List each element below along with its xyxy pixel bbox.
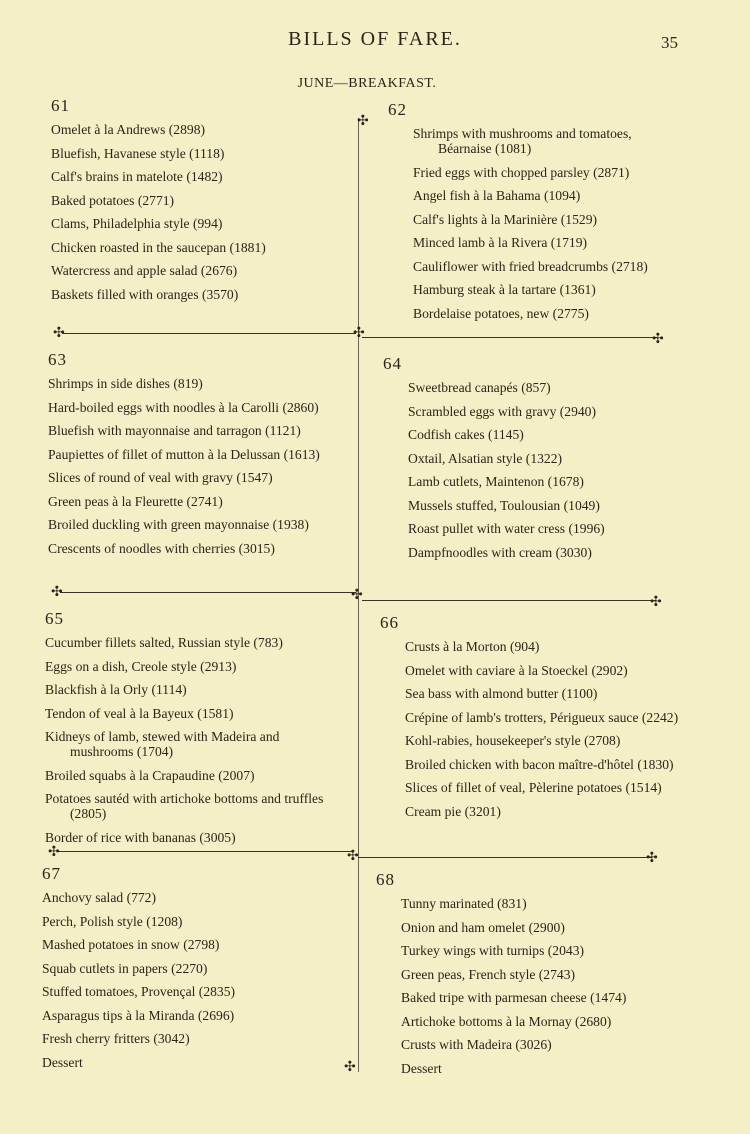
row-divider-1-right xyxy=(362,337,658,338)
menu-item: Sea bass with almond butter (1100) xyxy=(405,686,598,701)
menu-item: Cucumber fillets salted, Russian style (783) xyxy=(45,635,283,650)
menu-item: Cauliflower with fried breadcrumbs (2718) xyxy=(413,258,648,274)
menu-item-list xyxy=(380,639,680,819)
row-divider-1-left xyxy=(62,333,356,334)
menu-item: Paupiettes of fillet of mutton à la Delussan (1613) xyxy=(48,446,320,462)
menu-item-list xyxy=(376,896,676,1076)
menu-item: Dessert xyxy=(401,1060,442,1076)
menu-item: Bordelaise potatoes, new (2775) xyxy=(413,305,589,321)
menu-item: Slices of fillet of veal, Pèlerine potatoes (1514) xyxy=(405,780,662,795)
cross-ornament-icon: ✣ xyxy=(344,1059,356,1075)
menu-item: Artichoke bottoms à la Mornay (2680) xyxy=(401,1013,612,1029)
cross-ornament-icon: ✣ xyxy=(650,594,662,610)
cross-ornament-icon: ✣ xyxy=(353,325,365,341)
menu-number: 63 xyxy=(48,350,67,369)
menu-item: Minced lamb à la Rivera (1719) xyxy=(413,235,588,250)
cross-ornament-icon: ✣ xyxy=(48,844,60,860)
menu-item: Perch, Polish style (1208) xyxy=(42,913,183,929)
cross-ornament-icon: ✣ xyxy=(652,331,664,347)
menu-item: Codfish cakes (1145) xyxy=(408,427,524,442)
menu-item-list xyxy=(51,122,346,302)
menu-item: Mashed potatoes in snow (2798) xyxy=(42,937,220,952)
menu-item: Baked potatoes (2771) xyxy=(51,192,175,208)
section-subtitle: JUNE—BREAKFAST. xyxy=(297,76,437,91)
menu-item: Eggs on a dish, Creole style (2913) xyxy=(45,658,237,674)
menu-68 xyxy=(376,870,676,1084)
menu-item-list xyxy=(48,376,343,556)
menu-item: Sweetbread canapés (857) xyxy=(408,380,551,395)
menu-item: Hamburg steak à la tartare (1361) xyxy=(413,282,596,297)
menu-item: Fresh cherry fritters (3042) xyxy=(42,1031,190,1046)
menu-item: Green peas, French style (2743) xyxy=(401,966,576,982)
menu-item: Turkey wings with turnips (2043) xyxy=(401,943,585,958)
menu-item: Crépine of lamb's trotters, Périgueux sauce (2242) xyxy=(405,709,679,725)
menu-item: Chicken roasted in the saucepan (1881) xyxy=(51,239,266,255)
menu-item: Clams, Philadelphia style (994) xyxy=(51,216,223,231)
menu-item-list xyxy=(388,126,683,321)
menu-item: Crusts à la Morton (904) xyxy=(405,639,540,654)
menu-64 xyxy=(383,354,678,568)
menu-63 xyxy=(48,350,343,564)
menu-item: Hard-boiled eggs with noodles à la Carolli (2860) xyxy=(48,399,319,415)
cross-ornament-icon: ✣ xyxy=(646,850,658,866)
menu-number: 64 xyxy=(383,354,402,373)
menu-item: Watercress and apple salad (2676) xyxy=(51,263,238,278)
menu-item: Omelet à la Andrews (2898) xyxy=(51,122,206,137)
menu-number: 62 xyxy=(388,100,407,119)
running-header-title: BILLS OF FARE. xyxy=(288,28,462,50)
menu-item: Asparagus tips à la Miranda (2696) xyxy=(42,1007,235,1023)
cross-ornament-icon: ✣ xyxy=(53,325,65,341)
menu-item: Stuffed tomatoes, Provençal (2835) xyxy=(42,984,236,999)
page-number: 35 xyxy=(661,33,678,52)
menu-item: Omelet with caviare à la Stoeckel (2902) xyxy=(405,662,628,678)
menu-item: Cream pie (3201) xyxy=(405,803,501,819)
menu-item: Angel fish à la Bahama (1094) xyxy=(413,188,581,203)
row-divider-2-left xyxy=(60,592,356,593)
menu-number: 65 xyxy=(45,609,64,628)
menu-item: Bluefish, Havanese style (1118) xyxy=(51,145,225,161)
menu-item: Calf's brains in matelote (1482) xyxy=(51,169,223,184)
menu-item: Mussels stuffed, Toulousian (1049) xyxy=(408,497,600,513)
menu-item: Bluefish with mayonnaise and tarragon (1121) xyxy=(48,423,301,438)
menu-67 xyxy=(42,864,337,1078)
menu-item: Anchovy salad (772) xyxy=(42,890,157,905)
menu-number: 66 xyxy=(380,613,399,632)
menu-item: Squab cutlets in papers (2270) xyxy=(42,960,208,976)
menu-item: Tendon of veal à la Bayeux (1581) xyxy=(45,705,234,721)
menu-item: Dampfnoodles with cream (3030) xyxy=(408,544,592,560)
menu-item: Crusts with Madeira (3026) xyxy=(401,1037,552,1052)
cross-ornament-icon: ✣ xyxy=(351,587,363,603)
menu-item: Potatoes sautéd with artichoke bottoms and truffles (2805) xyxy=(45,791,324,821)
menu-number: 61 xyxy=(51,96,70,115)
menu-item: Broiled squabs à la Crapaudine (2007) xyxy=(45,767,255,783)
menu-65 xyxy=(45,609,340,853)
menu-item: Onion and ham omelet (2900) xyxy=(401,919,565,935)
menu-item: Calf's lights à la Marinière (1529) xyxy=(413,211,598,227)
menu-item: Lamb cutlets, Maintenon (1678) xyxy=(408,474,584,489)
cross-ornament-icon: ✣ xyxy=(357,113,369,129)
menu-item: Green peas à la Fleurette (2741) xyxy=(48,493,223,509)
menu-item: Crescents of noodles with cherries (3015) xyxy=(48,540,275,556)
menu-item: Slices of round of veal with gravy (1547) xyxy=(48,470,273,485)
menu-item-list xyxy=(42,890,337,1070)
menu-item: Kohl-rabies, housekeeper's style (2708) xyxy=(405,733,621,748)
menu-item: Shrimps with mushrooms and tomatoes, Béarnaise (1081) xyxy=(413,126,632,156)
cross-ornament-icon: ✣ xyxy=(347,848,359,864)
menu-item: Broiled duckling with green mayonnaise (1938) xyxy=(48,517,309,532)
menu-66 xyxy=(380,613,680,827)
menu-item: Fried eggs with chopped parsley (2871) xyxy=(413,164,630,180)
menu-item: Kidneys of lamb, stewed with Madeira and mushrooms (1704) xyxy=(45,729,280,759)
menu-item-list xyxy=(45,635,340,845)
menu-item: Baked tripe with parmesan cheese (1474) xyxy=(401,990,627,1005)
menu-item: Shrimps in side dishes (819) xyxy=(48,376,203,391)
menu-item-list xyxy=(383,380,678,560)
cross-ornament-icon: ✣ xyxy=(51,584,63,600)
menu-62 xyxy=(388,100,683,329)
menu-item: Oxtail, Alsatian style (1322) xyxy=(408,450,563,466)
menu-number: 67 xyxy=(42,864,61,883)
menu-item: Tunny marinated (831) xyxy=(401,896,527,911)
row-divider-2-right xyxy=(362,600,656,601)
menu-item: Scrambled eggs with gravy (2940) xyxy=(408,403,597,419)
menu-item: Border of rice with bananas (3005) xyxy=(45,829,236,845)
menu-61 xyxy=(51,96,346,310)
menu-item: Baskets filled with oranges (3570) xyxy=(51,286,239,302)
menu-item: Broiled chicken with bacon maître-d'hôtel (1830) xyxy=(405,756,674,772)
menu-number: 68 xyxy=(376,870,395,889)
row-divider-3-left xyxy=(57,851,353,852)
menu-item: Dessert xyxy=(42,1054,83,1070)
row-divider-3-right xyxy=(358,857,652,858)
menu-item: Roast pullet with water cress (1996) xyxy=(408,521,605,536)
menu-item: Blackfish à la Orly (1114) xyxy=(45,682,187,697)
